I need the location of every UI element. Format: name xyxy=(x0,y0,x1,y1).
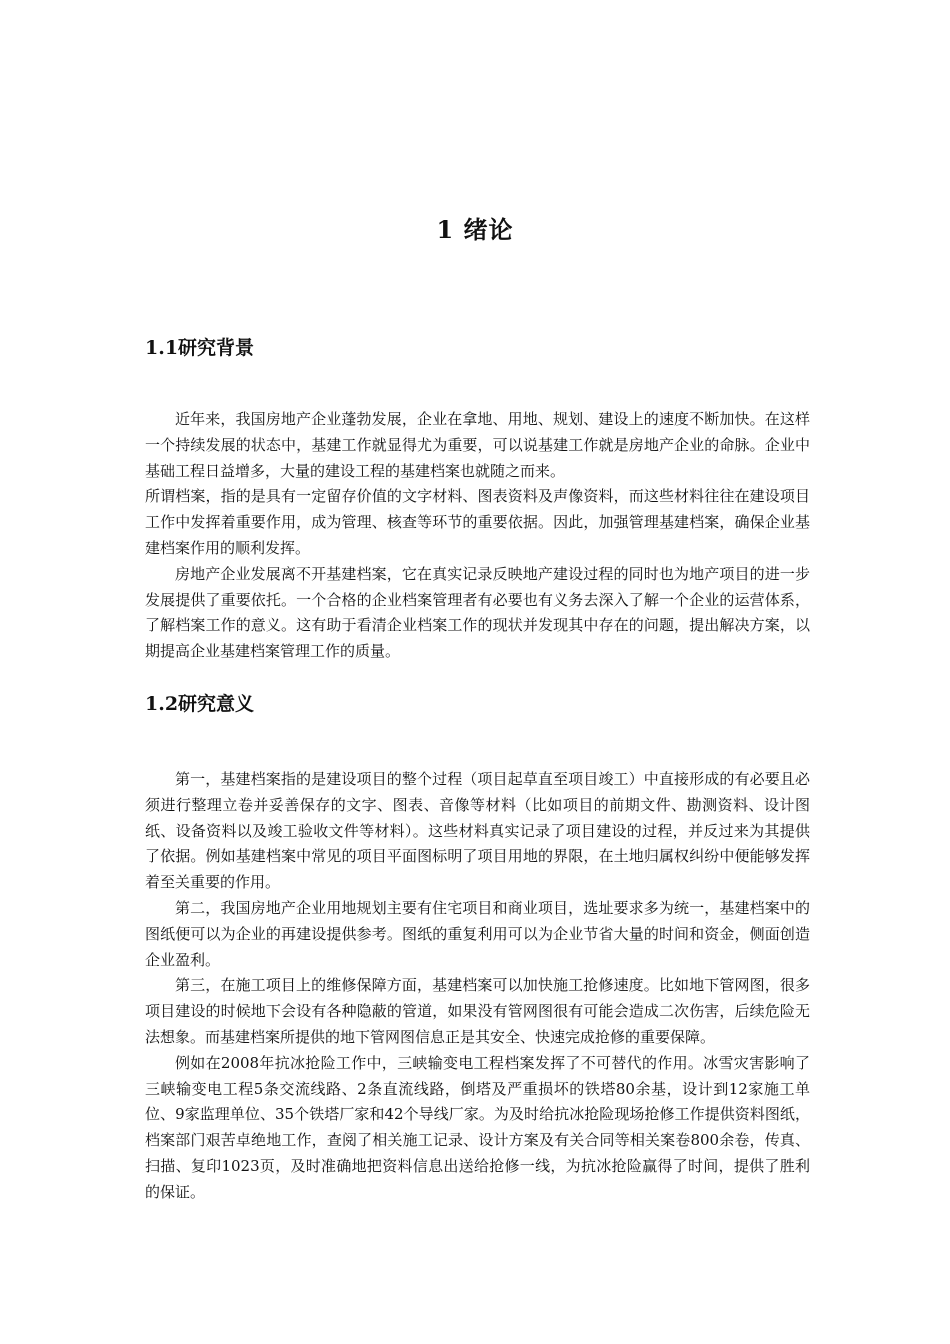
paragraph: 第三，在施工项目上的维修保障方面，基建档案可以加快施工抢修速度。比如地下管网图，很多项目建设的时候地下会设有各种隐蔽的管道，如果没有管网图很有可能会造成二次伤害，后续危险无法想象。而基建档案所提供的地下管网图信息正是其安全、快速完成抢修的重要保障。 xyxy=(145,976,810,1046)
paragraph: 所谓档案，指的是具有一定留存价值的文字材料、图表资料及声像资料，而这些材料往往在建设项目工作中发挥着重要作用，成为管理、核查等环节的重要依据。因此，加强管理基建档案，确保企业基建档案作用的顺利发挥。 xyxy=(145,487,810,557)
chapter-title: 1 绪论 xyxy=(436,215,514,244)
paragraph: 第二，我国房地产企业用地规划主要有住宅项目和商业项目，选址要求多为统一，基建档案中的图纸便可以为企业的再建设提供参考。图纸的重复利用可以为企业节省大量的时间和资金，侧面创造企业盈利。 xyxy=(145,898,810,969)
section-heading-research-background: 1.1研究背景 xyxy=(145,337,255,359)
section-body-research-background xyxy=(145,407,810,665)
paragraph: 房地产企业发展离不开基建档案，它在真实记录反映地产建设过程的同时也为地产项目的进一步发展提供了重要依托。一个合格的企业档案管理者有必要也有义务去深入了解一个企业的运营体系，了解档案工作的意义。这有助于看清企业档案工作的现状并发现其中存在的问题，提出解决方案，以期提高企业基建档案管理工作的质量。 xyxy=(145,564,810,661)
section-heading-research-significance: 1.2研究意义 xyxy=(145,693,255,715)
paragraph: 例如在2008年抗冰抢险工作中，三峡输变电工程档案发挥了不可替代的作用。冰雪灾害影响了三峡输变电工程5条交流线路、2条直流线路，倒塔及严重损坏的铁塔80余基，设计到12家施工单位、9家监理单位、35个铁塔厂家和42个导线厂家。为及时给抗冰抢险现场抢修工作提供资料图纸，档案部门艰苦卓绝地工作，查阅了相关施工记录、设计方案及有关合同等相关案卷800余卷，传真、扫描、复印1023页，及时准确地把资料信息出送给抢修一线，为抗冰抢险赢得了时间，提供了胜利的保证。 xyxy=(145,1053,810,1201)
section-body-research-significance xyxy=(145,767,810,1206)
paragraph: 近年来，我国房地产企业蓬勃发展，企业在拿地、用地、规划、建设上的速度不断加快。在这样一个持续发展的状态中，基建工作就显得尤为重要，可以说基建工作就是房地产企业的命脉。企业中基础工程日益增多，大量的建设工程的基建档案也就随之而来。 xyxy=(145,410,810,480)
paragraph: 第一，基建档案指的是建设项目的整个过程（项目起草直至项目竣工）中直接形成的有必要且必须进行整理立卷并妥善保存的文字、图表、音像等材料（比如项目的前期文件、勘测资料、设计图纸、设备资料以及竣工验收文件等材料）。这些材料真实记录了项目建设的过程，并反过来为其提供了依据。例如基建档案中常见的项目平面图标明了项目用地的界限，在土地归属权纠纷中便能够发挥着至关重要的作用。 xyxy=(145,770,810,892)
